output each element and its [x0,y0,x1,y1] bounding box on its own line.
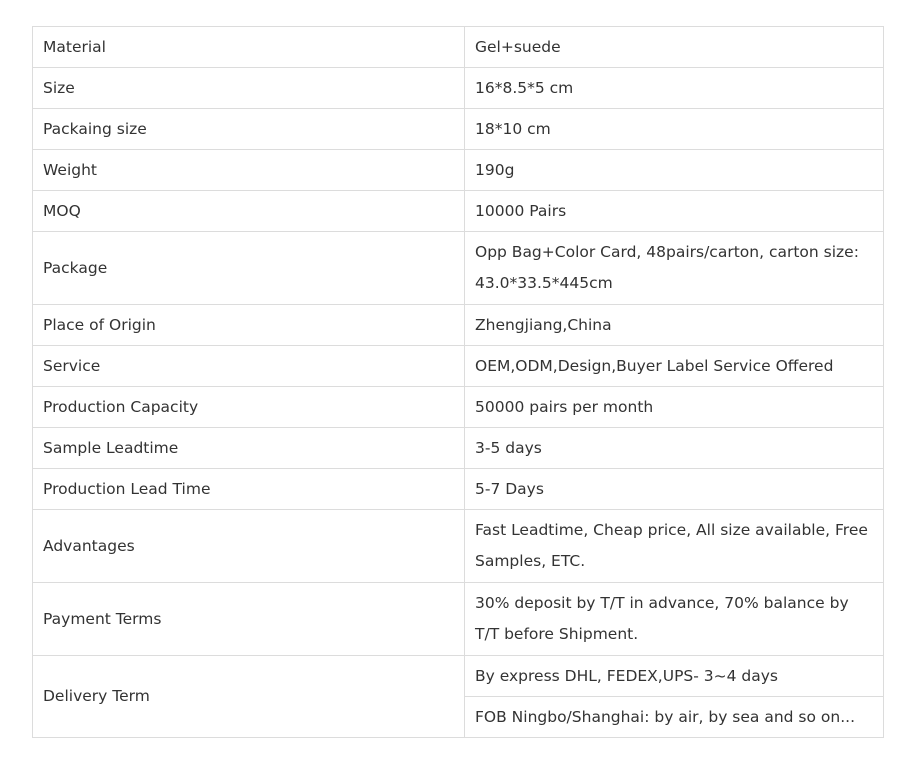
table-row [33,109,884,150]
row-value-moq: 10000 Pairs [465,191,884,232]
row-value-payment-terms: 30% deposit by T/T in advance, 70% balance by T/T before Shipment. [465,583,884,656]
table-row [33,656,884,697]
table-row [33,387,884,428]
table-row [33,583,884,656]
row-value-production-capacity: 50000 pairs per month [465,387,884,428]
table-row [33,469,884,510]
row-label-production-capacity: Production Capacity [33,387,465,428]
row-label-delivery-term: Delivery Term [33,656,465,738]
table-row [33,27,884,68]
row-value-weight: 190g [465,150,884,191]
row-value-packaging-size: 18*10 cm [465,109,884,150]
row-value-service: OEM,ODM,Design,Buyer Label Service Offered [465,346,884,387]
table-row [33,305,884,346]
product-spec-table [32,26,884,738]
row-value-material: Gel+suede [465,27,884,68]
row-label-material: Material [33,27,465,68]
table-row [33,232,884,305]
row-label-sample-leadtime: Sample Leadtime [33,428,465,469]
table-row [33,428,884,469]
row-label-moq: MOQ [33,191,465,232]
row-label-package: Package [33,232,465,305]
row-value-delivery-express: By express DHL, FEDEX,UPS- 3~4 days [465,656,884,697]
row-value-place-of-origin: Zhengjiang,China [465,305,884,346]
row-label-production-lead-time: Production Lead Time [33,469,465,510]
row-value-sample-leadtime: 3-5 days [465,428,884,469]
row-label-size: Size [33,68,465,109]
table-row [33,150,884,191]
row-label-packaging-size: Packaing size [33,109,465,150]
row-label-payment-terms: Payment Terms [33,583,465,656]
table-row [33,346,884,387]
row-label-place-of-origin: Place of Origin [33,305,465,346]
row-label-weight: Weight [33,150,465,191]
row-value-delivery-fob: FOB Ningbo/Shanghai: by air, by sea and so on... [465,697,884,738]
table-row [33,68,884,109]
table-row [33,191,884,232]
row-value-size: 16*8.5*5 cm [465,68,884,109]
row-label-advantages: Advantages [33,510,465,583]
row-value-advantages: Fast Leadtime, Cheap price, All size available, Free Samples, ETC. [465,510,884,583]
row-label-service: Service [33,346,465,387]
row-value-package: Opp Bag+Color Card, 48pairs/carton, carton size: 43.0*33.5*445cm [465,232,884,305]
row-value-production-lead-time: 5-7 Days [465,469,884,510]
table-row [33,510,884,583]
